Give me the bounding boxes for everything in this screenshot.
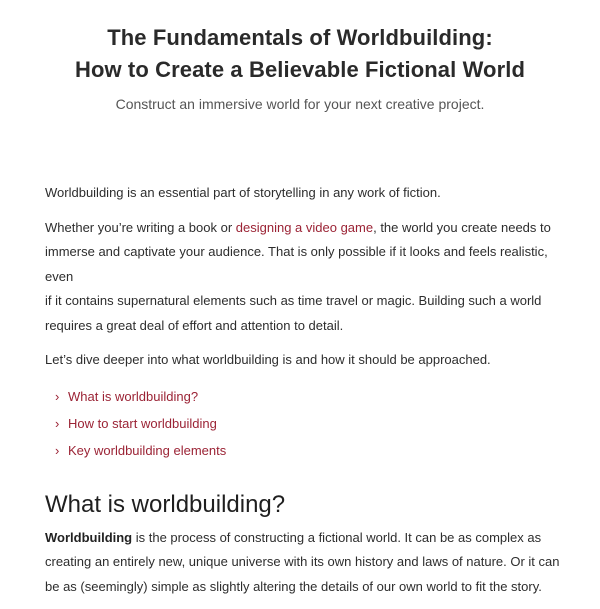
section-1-paragraph — [45, 526, 560, 600]
intro-p2-text-start: Whether you’re writing a book or — [45, 219, 236, 235]
toc-link-what-is-worldbuilding[interactable]: What is worldbuilding? — [68, 388, 199, 404]
intro-p2-line-3: if it contains supernatural elements such as time travel or magic. Building such a world — [45, 293, 542, 308]
intro-paragraph-2 — [45, 216, 560, 339]
chevron-right-icon: › — [55, 388, 60, 404]
section-1-line-3: be as (seemingly) simple as slightly altering the details of our own world to fit the story. — [45, 578, 542, 594]
title-line-2: How to Create a Believable Fictional World — [74, 57, 525, 82]
chevron-right-icon: › — [55, 442, 60, 458]
chevron-right-icon: › — [55, 415, 60, 431]
article-title — [0, 22, 600, 86]
section-1-line-1: is the process of constructing a fictional world. It can be as complex as — [132, 529, 542, 545]
intro-paragraph-3: Let’s dive deeper into what worldbuilding is and how it should be approached. — [45, 352, 491, 367]
intro-p2-line-2: immerse and captivate your audience. That is only possible if it looks and feels realistic, even — [45, 244, 548, 284]
designing-video-game-link[interactable]: designing a video game — [235, 219, 374, 235]
article-subtitle: Construct an immersive world for your next creative project. — [115, 96, 485, 112]
article-header — [0, 0, 600, 114]
toc-item — [55, 437, 560, 464]
section-heading-what-is-worldbuilding: What is worldbuilding? — [45, 490, 286, 518]
title-line-1: The Fundamentals of Worldbuilding: — [107, 25, 493, 50]
intro-p2-line-4: requires a great deal of effort and attention to detail. — [45, 317, 344, 333]
section-1-line-2: creating an entirely new, unique universe with its own history and laws of nature. Or it can — [45, 554, 560, 569]
bold-term-worldbuilding: Worldbuilding — [45, 529, 133, 545]
table-of-contents — [45, 383, 560, 464]
toc-link-key-elements[interactable]: Key worldbuilding elements — [68, 442, 227, 458]
toc-link-how-to-start[interactable]: How to start worldbuilding — [68, 415, 217, 431]
intro-p2-text-end: , the world you create needs to — [373, 219, 551, 235]
intro-paragraph-1: Worldbuilding is an essential part of storytelling in any work of fiction. — [45, 185, 441, 200]
article-body — [45, 181, 560, 609]
toc-item — [55, 383, 560, 410]
toc-item — [55, 410, 560, 437]
